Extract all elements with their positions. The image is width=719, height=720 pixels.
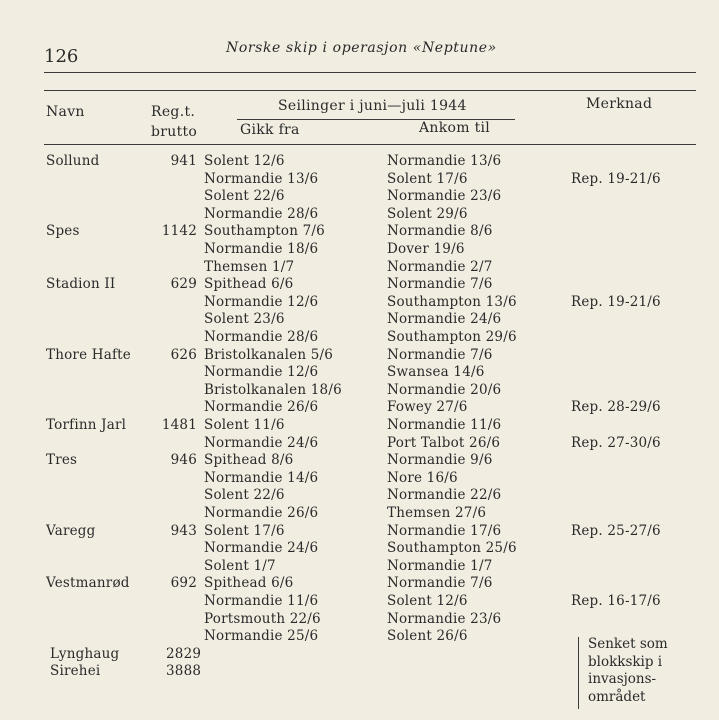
arrived-at: Solent 26/6: [387, 628, 468, 645]
departed-from: Normandie 28/6: [204, 329, 319, 345]
running-title: Norske skip i operasjon «Neptune»: [226, 40, 497, 56]
tonnage: 946: [170, 452, 197, 469]
arrived-at: Southampton 29/6: [387, 329, 517, 345]
col-header-tonnage-2: brutto: [151, 124, 198, 140]
arrived-at: Normandie 24/6: [387, 311, 502, 328]
note-line: Senket som: [588, 636, 668, 652]
departed-from: Spithead 6/6: [204, 276, 294, 293]
arrived-at: Solent 12/6: [387, 593, 468, 609]
departed-from: Solent 17/6: [204, 522, 285, 539]
blockship-tonnage: 2829: [166, 646, 202, 662]
departed-from: Normandie 24/6: [204, 434, 319, 451]
arrived-at: Normandie 20/6: [387, 381, 502, 398]
arrived-at: Normandie 2/7: [387, 258, 493, 275]
tonnage: 692: [170, 575, 197, 592]
departed-from: Normandie 25/6: [204, 628, 319, 645]
remark: Rep. 28-29/6: [571, 399, 661, 416]
arrived-at: Normandie 9/6: [387, 452, 493, 469]
arrived-at: Nore 16/6: [387, 469, 458, 486]
arrived-at: Port Talbot 26/6: [387, 434, 501, 451]
ship-name: Thore Hafte: [46, 346, 131, 363]
departed-from: Normandie 14/6: [204, 469, 319, 486]
departed-from: Normandie 11/6: [204, 593, 319, 609]
arrived-at: Dover 19/6: [387, 241, 465, 257]
table-top-rule: [44, 90, 696, 91]
departed-from: Southampton 7/6: [204, 223, 325, 240]
page-number: 126: [44, 46, 79, 67]
col-header-departed: Gikk fra: [240, 122, 300, 138]
tonnage: 941: [170, 153, 197, 169]
remark: Rep. 19-21/6: [571, 170, 661, 187]
ship-name: Stadion II: [46, 276, 116, 293]
ship-name: Sollund: [46, 153, 100, 169]
tonnage: 629: [170, 276, 197, 293]
header-rule: [44, 72, 696, 73]
arrived-at: Normandie 22/6: [387, 487, 502, 504]
departed-from: Normandie 26/6: [204, 505, 319, 521]
note-line: invasjons-: [588, 671, 657, 687]
departed-from: Solent 11/6: [204, 417, 285, 433]
departed-from: Normandie 24/6: [204, 540, 319, 557]
remark: Rep. 19-21/6: [571, 293, 661, 310]
departed-from: Spithead 6/6: [204, 575, 294, 592]
tonnage: 1481: [161, 417, 197, 433]
arrived-at: Normandie 7/6: [387, 276, 493, 293]
ship-name: Tres: [46, 452, 78, 469]
arrived-at: Solent 29/6: [387, 205, 468, 222]
arrived-at: Normandie 11/6: [387, 417, 502, 433]
departed-from: Solent 1/7: [204, 557, 276, 574]
departed-from: Solent 23/6: [204, 311, 285, 328]
blockship-note: [588, 636, 668, 706]
arrived-at: Normandie 13/6: [387, 153, 502, 169]
arrived-at: Normandie 8/6: [387, 223, 493, 240]
departed-from: Normandie 18/6: [204, 241, 319, 257]
arrived-at: Normandie 7/6: [387, 346, 493, 363]
ship-name: Torfinn Jarl: [46, 417, 127, 433]
note-bracket: [578, 637, 585, 709]
col-header-remark: Merknad: [586, 96, 653, 112]
arrived-at: Southampton 25/6: [387, 540, 517, 557]
remark: Rep. 27-30/6: [571, 434, 661, 451]
remark: Rep. 25-27/6: [571, 522, 661, 539]
blockship-name: Lynghaug: [50, 646, 120, 662]
blockship-name: Sirehei: [50, 663, 101, 679]
departed-from: Portsmouth 22/6: [204, 610, 321, 627]
table-header-rule: [44, 144, 696, 145]
departed-from: Normandie 12/6: [204, 293, 319, 310]
departed-from: Normandie 13/6: [204, 170, 319, 187]
departed-from: Solent 22/6: [204, 188, 285, 205]
arrived-at: Swansea 14/6: [387, 364, 485, 381]
tonnage: 1142: [161, 223, 197, 240]
arrived-at: Themsen 27/6: [387, 505, 487, 521]
arrived-at: Normandie 17/6: [387, 522, 502, 539]
arrived-at: Southampton 13/6: [387, 293, 517, 310]
col-header-arrived: Ankom til: [419, 120, 491, 136]
departed-from: Solent 22/6: [204, 487, 285, 504]
ship-name: Varegg: [46, 522, 96, 539]
departed-from: Normandie 26/6: [204, 399, 319, 416]
tonnage: 943: [170, 522, 197, 539]
note-line: området: [588, 688, 646, 705]
departed-from: Normandie 12/6: [204, 364, 319, 381]
arrived-at: Solent 17/6: [387, 170, 468, 187]
departed-from: Spithead 8/6: [204, 452, 294, 469]
col-header-name: Navn: [46, 104, 85, 120]
departed-from: Normandie 28/6: [204, 205, 319, 222]
arrived-at: Normandie 7/6: [387, 575, 493, 592]
tonnage: 626: [170, 346, 197, 363]
blockship-tonnage: 3888: [166, 663, 202, 679]
departed-from: Themsen 1/7: [204, 258, 295, 275]
arrived-at: Normandie 1/7: [387, 557, 493, 574]
departed-from: Bristolkanalen 5/6: [204, 346, 334, 363]
ship-name: Vestmanrød: [46, 575, 130, 592]
note-line: blokkskip i: [588, 653, 663, 670]
arrived-at: Fowey 27/6: [387, 399, 468, 416]
ship-name: Spes: [46, 223, 80, 240]
departed-from: Solent 12/6: [204, 153, 285, 169]
arrived-at: Normandie 23/6: [387, 610, 502, 627]
col-header-voyages: Seilinger i juni—juli 1944: [278, 98, 467, 114]
departed-from: Bristolkanalen 18/6: [204, 381, 342, 398]
col-header-tonnage-1: Reg.t.: [151, 104, 196, 120]
remark: Rep. 16-17/6: [571, 593, 661, 609]
arrived-at: Normandie 23/6: [387, 188, 502, 205]
